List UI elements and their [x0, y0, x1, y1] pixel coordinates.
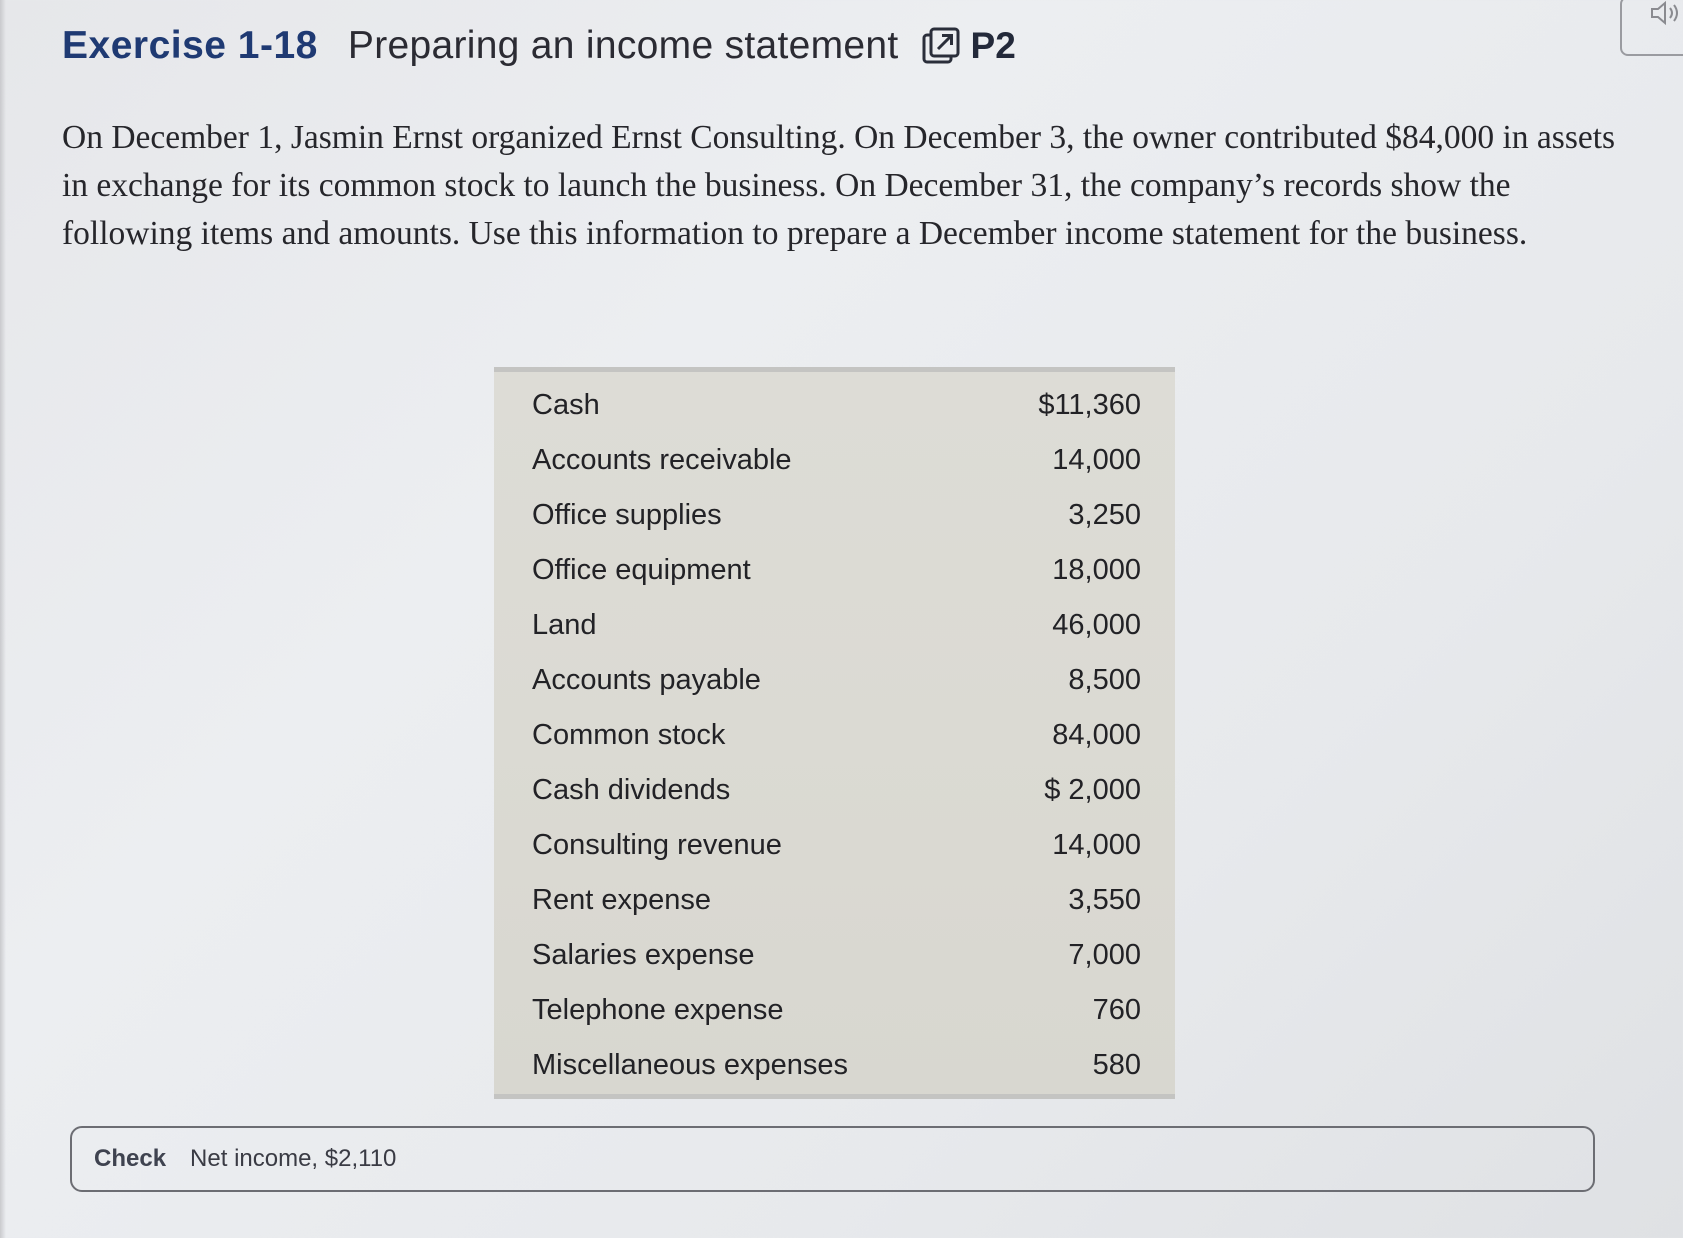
table-row: [532, 931, 1141, 979]
exercise-heading: [62, 24, 1016, 68]
table-row: [532, 1041, 1141, 1089]
item-value: $ 2,000: [1044, 773, 1141, 806]
external-link-icon[interactable]: [921, 26, 961, 66]
item-value: 760: [1092, 993, 1141, 1026]
item-label: Common stock: [532, 718, 726, 751]
item-label: Miscellaneous expenses: [532, 1048, 848, 1081]
item-value: 84,000: [1052, 718, 1141, 751]
table-row: [532, 711, 1141, 759]
table-row: [532, 601, 1141, 649]
check-label: Check: [94, 1145, 167, 1172]
item-value: 8,500: [1068, 663, 1141, 696]
table-row: [532, 766, 1141, 814]
item-label: Accounts receivable: [532, 443, 792, 476]
item-label: Accounts payable: [532, 663, 761, 696]
item-label: Consulting revenue: [532, 828, 782, 861]
table-row: [532, 986, 1141, 1034]
item-label: Telephone expense: [532, 993, 784, 1026]
item-label: Cash: [532, 388, 600, 421]
item-value: 7,000: [1068, 938, 1141, 971]
item-label: Cash dividends: [532, 773, 731, 806]
check-value: Net income, $2,110: [190, 1145, 397, 1172]
table-row: [532, 491, 1141, 539]
table-row: [532, 656, 1141, 704]
item-value: 46,000: [1052, 608, 1141, 641]
account-balances-table: [494, 367, 1175, 1099]
item-value: 14,000: [1052, 443, 1141, 476]
item-label: Rent expense: [532, 883, 711, 916]
table-row: [532, 381, 1141, 429]
item-label: Office equipment: [532, 553, 751, 586]
problem-text: On December 1, Jasmin Ernst organized Ernst Consulting. On December 3, the owner contributed $84,000 in assets in exchange for its common stock to launch the business. On December 31, the company’s records show the following items and amounts. Use this information to prepare a December income statement for the business.: [62, 119, 1616, 252]
check-figure-box: [70, 1126, 1595, 1192]
item-label: Salaries expense: [532, 938, 755, 971]
exercise-number: Exercise 1-18: [62, 24, 318, 67]
table-row: [532, 436, 1141, 484]
item-value: 14,000: [1052, 828, 1141, 861]
exercise-title: Preparing an income statement: [347, 24, 899, 67]
item-label: Office supplies: [532, 498, 722, 531]
item-value: 18,000: [1052, 553, 1141, 586]
table-row: [532, 876, 1141, 924]
page-edge-shadow: [0, 0, 6, 1238]
speaker-icon[interactable]: [1650, 0, 1683, 26]
item-value: 3,550: [1068, 883, 1141, 916]
item-value: $11,360: [1038, 388, 1141, 421]
item-value: 580: [1092, 1048, 1141, 1081]
item-value: 3,250: [1068, 498, 1141, 531]
table-row: [532, 546, 1141, 594]
learning-objective: P2: [970, 25, 1016, 66]
item-label: Land: [532, 608, 597, 641]
table-row: [532, 821, 1141, 869]
